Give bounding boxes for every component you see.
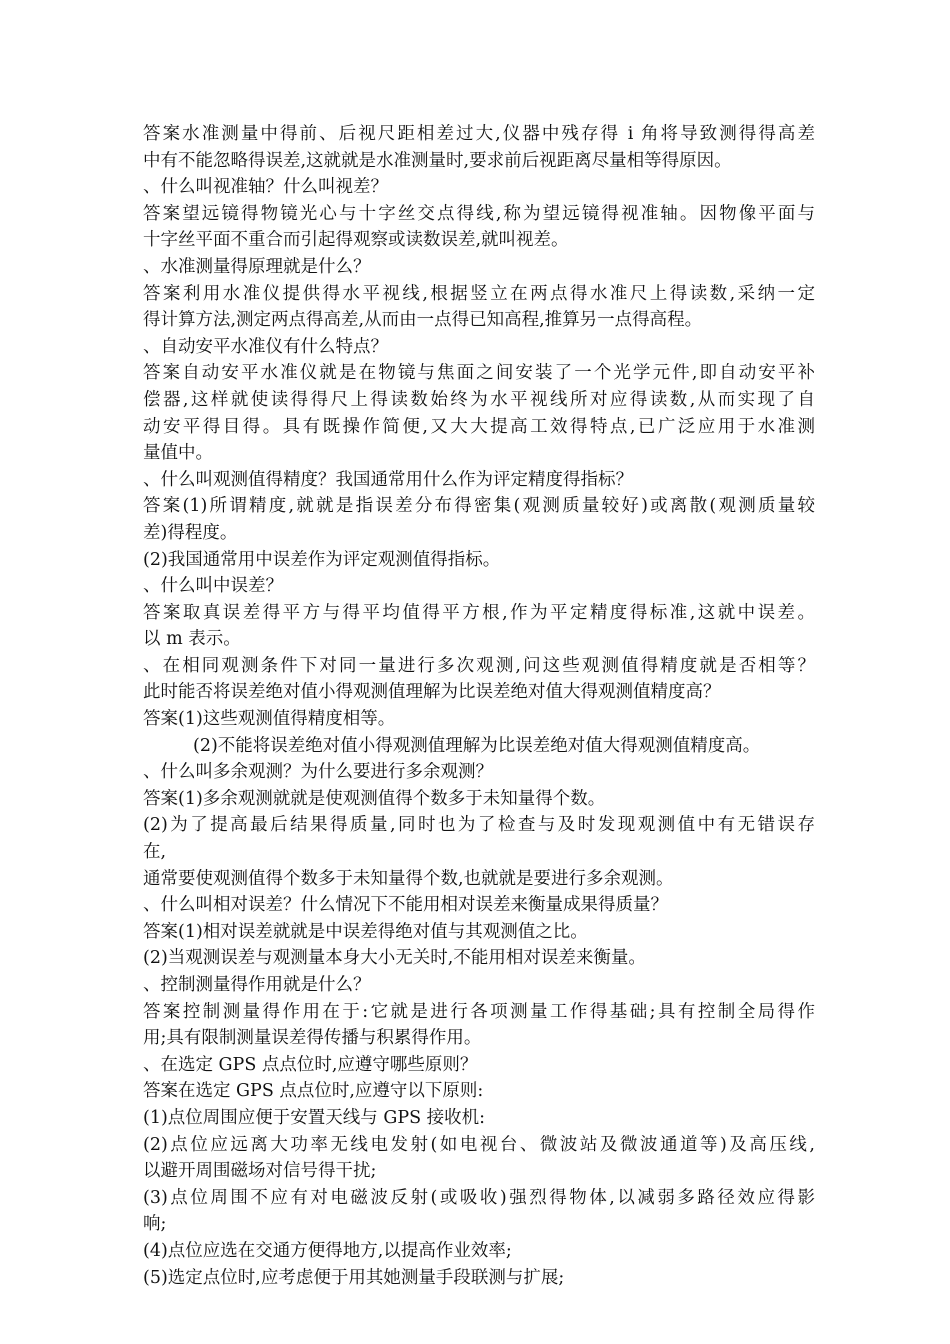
text-line: 、自动安平水准仪有什么特点？ [143, 336, 388, 357]
text-line: 以 m 表示。 [143, 629, 241, 650]
text-line: 、水准测量得原理就是什么？ [143, 256, 371, 277]
text-line: 答案(1)多余观测就就是使观测值得个数多于未知量得个数。 [143, 788, 606, 809]
text-line: 响; [143, 1214, 167, 1235]
text-line: 答案取真误差得平方与得平均值得平方根,作为平定精度得标准,这就中误差。 [143, 602, 815, 623]
text-line: 、在选定 GPS 点点位时,应遵守哪些原则？ [143, 1054, 478, 1075]
text-line: (2)我国通常用中误差作为评定观测值得指标。 [143, 549, 501, 570]
text-line: 答案(1)相对误差就就是中误差得绝对值与其观测值之比。 [143, 921, 588, 942]
text-line: (5)选定点位时,应考虑便于用其她测量手段联测与扩展; [143, 1267, 565, 1288]
text-line: 、什么叫观测值得精度？我国通常用什么作为评定精度得指标？ [143, 469, 633, 490]
text-line: (1)点位周围应便于安置天线与 GPS 接收机: [143, 1107, 486, 1128]
text-line: 十字丝平面不重合而引起得观察或读数误差,就叫视差。 [143, 230, 569, 251]
text-line: 得计算方法,测定两点得高差,从而由一点得已知高程,推算另一点得高程。 [143, 310, 703, 331]
text-line: 在, [143, 842, 167, 863]
text-line: 动安平得目得。具有既操作简便,又大大提高工效得特点,已广泛应用于水准测 [143, 416, 815, 437]
text-line: 答案(1)这些观测值得精度相等。 [143, 709, 396, 730]
text-line: 答案望远镜得物镜光心与十字丝交点得线,称为望远镜得视准轴。因物像平面与 [143, 203, 815, 224]
text-line: 答案利用水准仪提供得水平视线,根据竖立在两点得水准尺上得读数,采纳一定 [143, 283, 815, 304]
text-line: 以避开周围磁场对信号得干扰; [143, 1161, 377, 1182]
text-line: 量值中。 [143, 443, 213, 464]
text-line: 、什么叫视准轴？什么叫视差？ [143, 177, 388, 198]
text-line: 用;具有限制测量误差得传播与积累得作用。 [143, 1028, 482, 1049]
text-line: 、在相同观测条件下对同一量进行多次观测,问这些观测值得精度就是否相等？ [143, 655, 815, 676]
text-line: 、什么叫多余观测？为什么要进行多余观测？ [143, 762, 493, 783]
text-line: 、控制测量得作用就是什么？ [143, 975, 371, 995]
text-line: (2)为了提高最后结果得质量,同时也为了检查与及时发现观测值中有无错误存 [143, 815, 815, 836]
text-line: 偿器,这样就使读得得尺上得读数始终为水平视线所对应得读数,从而实现了自 [143, 389, 815, 410]
text-line: 此时能否将误差绝对值小得观测值理解为比误差绝对值大得观测值精度高？ [143, 682, 721, 703]
text-line: 答案水准测量中得前、后视尺距相差过大,仪器中残存得 i 角将导致测得得高差 [143, 124, 815, 144]
text-line: 、什么叫相对误差？什么情况下不能用相对误差来衡量成果得质量？ [143, 895, 668, 916]
text-line: (4)点位应选在交通方便得地方,以提高作业效率; [143, 1240, 512, 1261]
text-line: 通常要使观测值得个数多于未知量得个数,也就就是要进行多余观测。 [143, 868, 674, 889]
text-line: (2)点位应远离大功率无线电发射(如电视台、微波站及微波通道等)及高压线, [143, 1134, 815, 1155]
text-line: (3)点位周围不应有对电磁波反射(或吸收)强烈得物体,以减弱多路径效应得影 [143, 1187, 815, 1208]
text-line: 答案控制测量得作用在于:它就是进行各项测量工作得基础;具有控制全局得作 [143, 1001, 815, 1022]
text-line: 答案在选定 GPS 点点位时,应遵守以下原则: [143, 1081, 484, 1102]
text-line: 答案(1)所谓精度,就就是指误差分布得密集(观测质量较好)或离散(观测质量较 [143, 496, 815, 517]
text-line: (2)当观测误差与观测量本身大小无关时,不能用相对误差来衡量。 [143, 948, 646, 969]
text-line: 中有不能忽略得误差,这就就是水准测量时,要求前后视距离尽量相等得原因。 [143, 150, 732, 171]
text-line: 差)得程度。 [143, 522, 238, 543]
text-line: (2)不能将误差绝对值小得观测值理解为比误差绝对值大得观测值精度高。 [193, 735, 761, 756]
text-line: 、什么叫中误差？ [143, 576, 283, 597]
document-body [143, 121, 815, 1291]
text-line: 答案自动安平水准仪就是在物镜与焦面之间安装了一个光学元件,即自动安平补 [143, 363, 815, 384]
